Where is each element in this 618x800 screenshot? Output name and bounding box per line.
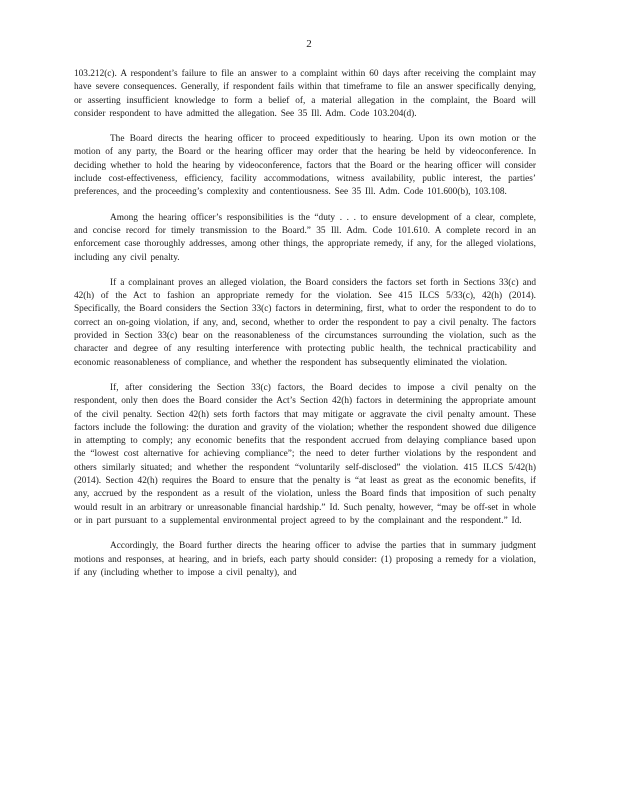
page-number: 2 xyxy=(306,38,312,50)
paragraph-answer-requirement: 103.212(c). A respondent’s failure to file an answer to a complaint within 60 days after receiving the complaint may have severe consequences. Generally, if respondent fails within that timeframe to file an answer specifically denying, or asserting insufficient knowledge to form a belief of, a material allegation in the complaint, the Board will consider respondent to have admitted the allegation. See 35 Ill. Adm. Code 103.204(d). xyxy=(74,69,536,119)
paragraph-party-directions: Accordingly, the Board further directs the hearing officer to advise the parties that in summary judgment motions and responses, at hearing, and in briefs, each party should consider: (1) proposing a remedy for a violation, if any (including whether to impose a civil penalty), and xyxy=(74,541,536,578)
paragraph-section-33c-factors: If a complainant proves an alleged violation, the Board considers the factors set forth in Sections 33(c) and 42(h) of the Act to fashion an appropriate remedy for the violation. See 415 ILCS 5/33(c), 42(h) (2014). Specifically, the Board considers the Section 33(c) factors in determining, first, what to order the respondent to do to correct an on-going violation, if any, and, second, whether to order the respondent to pay a civil penalty. The factors provided in Section 33(c) bear on the reasonableness of the circumstances surrounding the violation, such as the character and degree of any resulting interference with protecting public health, the technical practicability and economic reasonableness of compliance, and whether the respondent has subsequently eliminated the violation. xyxy=(74,277,536,368)
paragraph-hearing-videoconference: The Board directs the hearing officer to proceed expeditiously to hearing. Upon its own motion or the motion of any party, the Board or the hearing officer may order that the hearing be held by videoconference. In deciding whether to hold the hearing by videoconference, factors that the Board or the hearing officer will consider include cost-effectiveness, efficiency, facility accommodations, witness availability, public interest, the parties’ preferences, and the proceeding’s complexity and contentiousness. See 35 Ill. Adm. Code 101.600(b), 103.108. xyxy=(74,134,536,198)
paragraph-hearing-officer-duties: Among the hearing officer’s responsibilities is the “duty . . . to ensure development of a clear, complete, and concise record for timely transmission to the Board.” 35 Ill. Adm. Code 101.610. A complete record in an enforcement case thoroughly addresses, among other things, the appropriate remedy, if any, for the alleged violations, including any civil penalty. xyxy=(74,212,536,263)
paragraph-section-42h-factors: If, after considering the Section 33(c) factors, the Board decides to impose a civil penalty on the respondent, only then does the Board consider the Act’s Section 42(h) factors in determining the appropriate amount of the civil penalty. Section 42(h) sets forth factors that may mitigate or aggravate the civil penalty amount. These factors include the following: the duration and gravity of the violation; whether the respondent showed due diligence in attempting to comply; any economic benefits that the respondent accrued from delaying compliance based upon the “lowest cost alternative for achieving compliance”; the need to deter further violations by the respondent and others similarly situated; and whether the respondent “voluntarily self-disclosed” the violation. 415 ILCS 5/42(h) (2014). Section 42(h) requires the Board to ensure that the penalty is “at least as great as the economic benefits, if any, accrued by the respondent as a result of the violation, unless the Board finds that imposition of such penalty would result in an arbitrary or unreasonable financial hardship.” Id. Such penalty, however, “may be off-set in whole or in part pursuant to a supplemental environmental project agreed to by the complainant and the respondent.” Id. xyxy=(74,382,536,526)
document-body xyxy=(74,68,536,592)
